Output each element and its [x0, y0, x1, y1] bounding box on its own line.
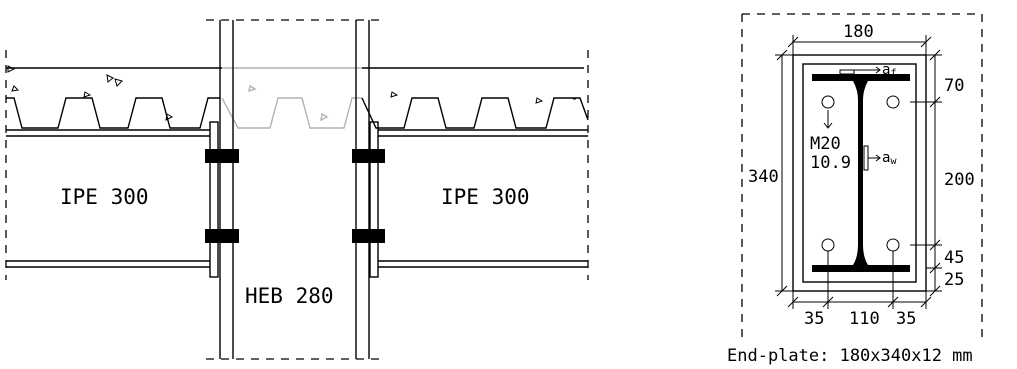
web [853, 81, 868, 265]
decking-right [362, 98, 588, 128]
web-weld-label: aw [882, 150, 897, 167]
dim-bottom-label: 25 [944, 270, 965, 290]
bolt-hole-bottom-left [822, 239, 834, 251]
dim-edge-right-label: 35 [896, 309, 917, 329]
dim-edge-left-label: 35 [804, 309, 825, 329]
beam-right-label: IPE 300 [441, 185, 530, 209]
bolt-hole-bottom-right [887, 239, 899, 251]
bolt-left-bottom [205, 229, 239, 243]
beam-left-label: IPE 300 [60, 185, 149, 209]
concrete-aggregate [8, 66, 576, 120]
dim-height-label: 340 [748, 167, 779, 187]
dim-lower-label: 45 [944, 248, 965, 268]
bottom-flange [812, 265, 910, 272]
connection-elevation [6, 20, 588, 359]
bolt-hole-top-right [887, 96, 899, 108]
flange-weld-label: af [882, 62, 897, 79]
bolt-size: M20 [810, 134, 841, 154]
decking-left [6, 98, 220, 128]
bolt-hole-top-left [822, 96, 834, 108]
dim-width-label: 180 [843, 22, 874, 42]
column-label: HEB 280 [245, 284, 334, 308]
web-weld-symbol [864, 146, 868, 170]
dim-top-label: 70 [944, 76, 965, 96]
dim-bolt-spacing-label: 110 [849, 309, 880, 329]
dim-middle-label: 200 [944, 170, 975, 190]
bolt-grade: 10.9 [810, 153, 851, 173]
bolt-right-bottom [352, 229, 385, 243]
bolt-left-top [205, 149, 239, 163]
decking-middle [222, 98, 362, 128]
end-plate-detail [727, 14, 982, 366]
end-plate-caption: End-plate: 180x340x12 mm [727, 346, 973, 366]
right-end-plate [370, 122, 378, 277]
flange-weld-symbol [840, 70, 854, 74]
bolt-right-top [352, 149, 385, 163]
left-end-plate [210, 122, 218, 277]
